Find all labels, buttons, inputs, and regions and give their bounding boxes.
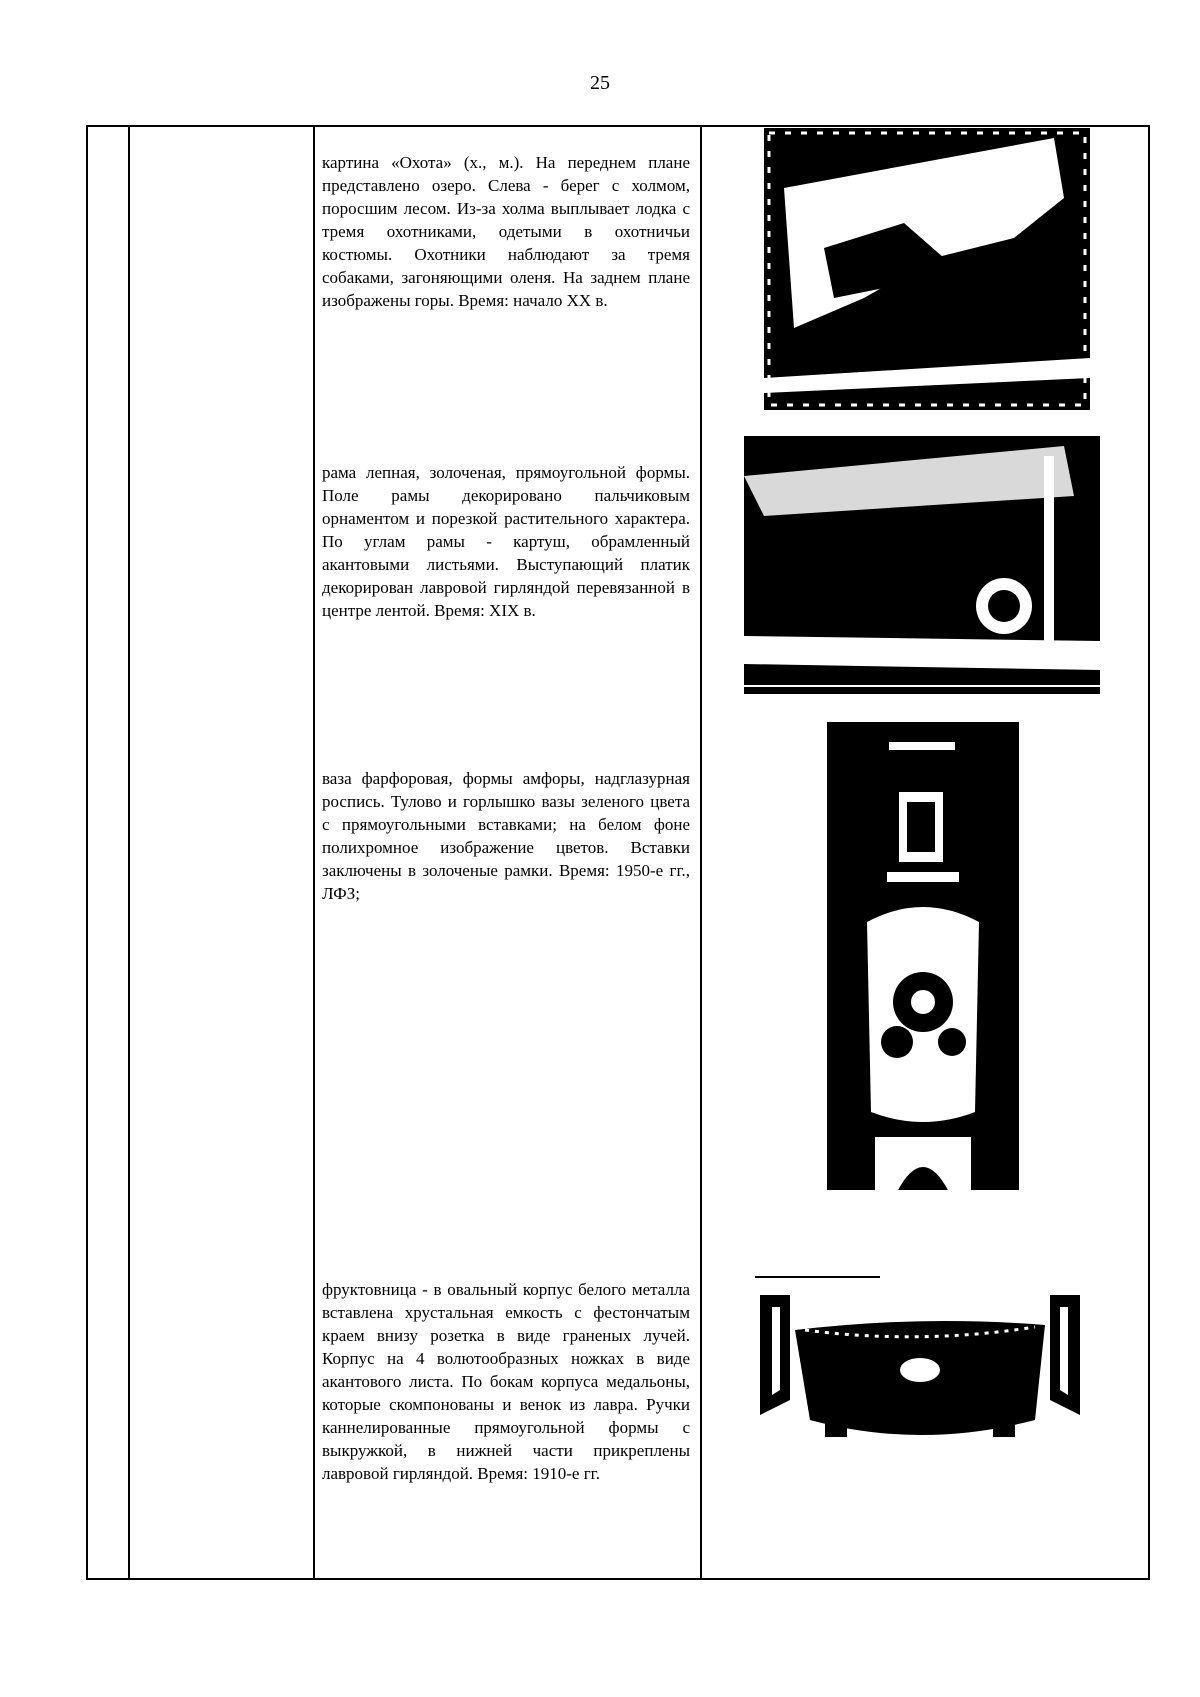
- column-divider-2: [313, 127, 315, 1578]
- photo-fruit-bowl: [750, 1275, 1090, 1465]
- column-divider-3: [700, 127, 702, 1578]
- item-description-vase: ваза фарфоровая, формы амфоры, надглазурная роспись. Тулово и горлышко вазы зеленого цвета с прямоугольными вставками; на белом фоне полихромное изображение цветов. Вставки заключены в золоченые рамки. Время: 1950-е гг., ЛФЗ;: [322, 769, 690, 903]
- photo-frame: [744, 436, 1100, 694]
- item-description-painting: картина «Охота» (х., м.). На переднем плане представлено озеро. Слева - берег с холмом, поросшим лесом. Из-за холма выплывает лодка с тремя охотниками, одетыми в охотничьи костюмы. Охотники наблюдают за тремя собаками, загоняющими оленя. На заднем плане изображены горы. Время: начало XX в.: [322, 153, 690, 310]
- page-number: 25: [590, 72, 610, 94]
- column-divider-1: [128, 127, 130, 1578]
- photo-painting: [764, 128, 1090, 410]
- item-description-frame: рама лепная, золоченая, прямоугольной формы. Поле рамы декорировано пальчиковым орнаментом и порезкой растительного характера. По углам рамы - картуш, обрамленный акантовыми листьями. Выступающий платик декорирован лавровой гирляндой перевязанной в центре лентой. Время: XIX в.: [322, 463, 690, 620]
- item-description-fruit-bowl: фруктовница - в овальный корпус белого металла вставлена хрустальная емкость с фестончатым краем внизу розетка в виде граненых лучей. Корпус на 4 волютообразных ножках в виде акантового листа. По бокам корпуса медальоны, которые скомпонованы и венок из лавра. Ручки каннелированные прямоугольной формы с выкружкой, в нижней части прикреплены лавровой гирляндой. Время: 1910-е гг.: [322, 1280, 690, 1483]
- photo-vase: [827, 722, 1019, 1210]
